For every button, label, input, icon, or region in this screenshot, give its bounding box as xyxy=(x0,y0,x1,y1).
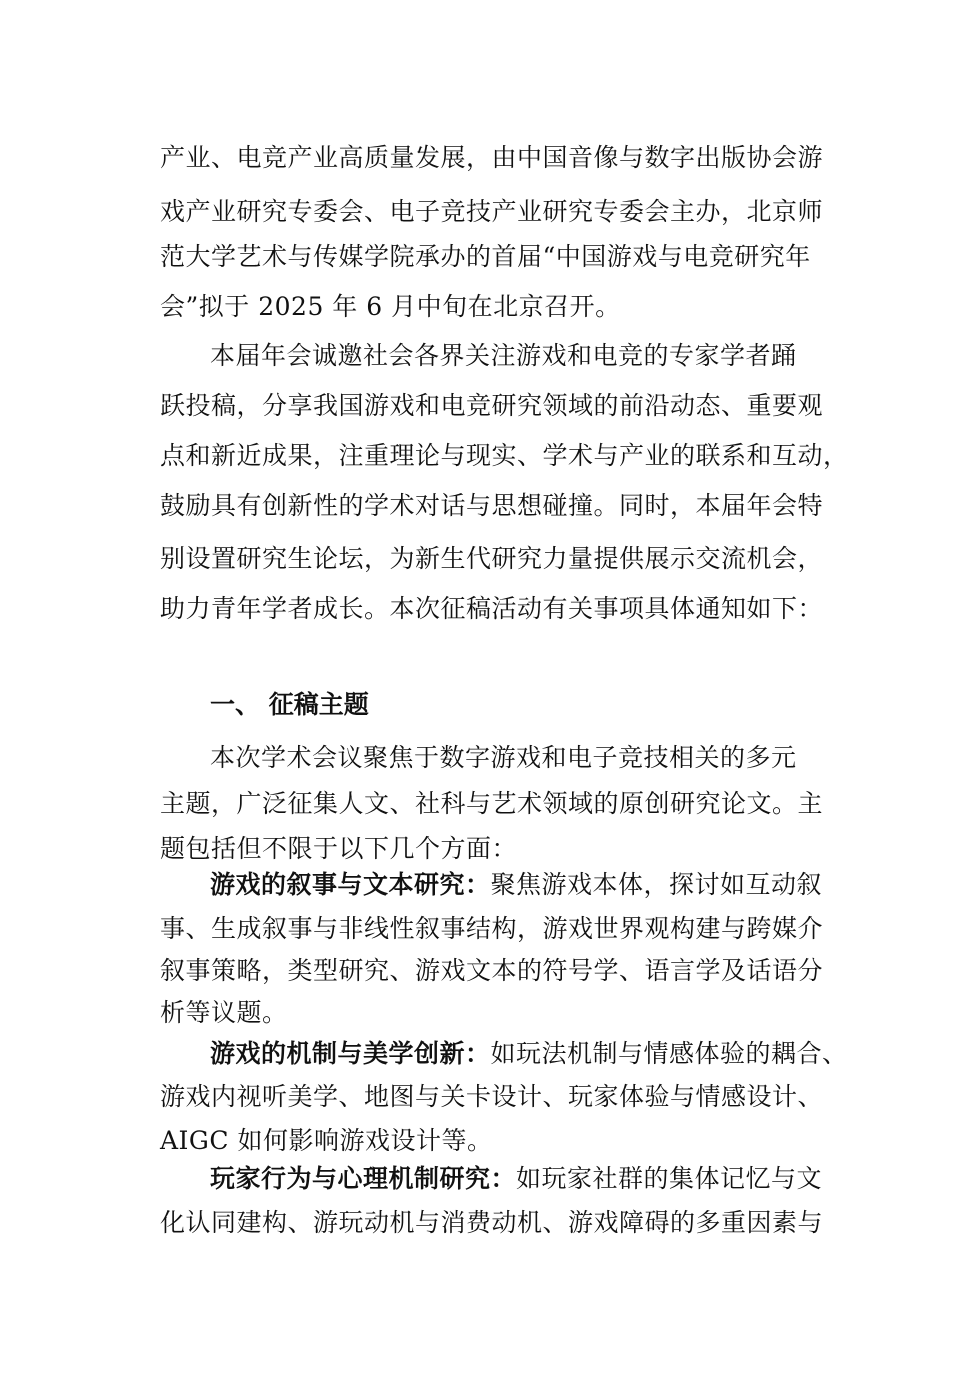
paragraph-line: 析等议题。 xyxy=(160,998,288,1027)
paragraph-line: 戏产业研究专委会、电子竞技产业研究专委会主办，北京师 xyxy=(160,197,824,226)
section-heading: 一、 征稿主题 xyxy=(210,690,369,719)
paragraph-line: 化认同建构、游玩动机与消费动机、游戏障碍的多重因素与 xyxy=(160,1208,824,1237)
paragraph-line: 产业、电竞产业高质量发展，由中国音像与数字出版协会游 xyxy=(160,143,824,172)
paragraph-line: AIGC 如何影响游戏设计等。 xyxy=(160,1126,493,1155)
paragraph-line: 本次学术会议聚焦于数字游戏和电子竞技相关的多元 xyxy=(210,743,797,772)
paragraph-line: 本届年会诚邀社会各界关注游戏和电竞的专家学者踊 xyxy=(210,341,797,370)
paragraph-line: 游戏内视听美学、地图与关卡设计、玩家体验与情感设计、 xyxy=(160,1082,824,1111)
topic-first-line xyxy=(210,1162,823,1196)
topic-text: 聚焦游戏本体，探讨如互动叙 xyxy=(490,870,823,899)
topic-title: 游戏的机制与美学创新： xyxy=(210,1039,491,1068)
topic-first-line xyxy=(210,1037,848,1071)
topic-text: 如玩法机制与情感体验的耦合、 xyxy=(490,1039,848,1068)
paragraph-line: 跃投稿，分享我国游戏和电竞研究领域的前沿动态、重要观 xyxy=(160,391,824,420)
topic-first-line xyxy=(210,868,823,902)
paragraph-line: 鼓励具有创新性的学术对话与思想碰撞。同时，本届年会特 xyxy=(160,491,824,520)
paragraph-line: 会”拟于 2025 年 6 月中旬在北京召开。 xyxy=(160,292,621,321)
topic-title: 游戏的叙事与文本研究： xyxy=(210,870,491,899)
paragraph-line: 题包括但不限于以下几个方面： xyxy=(160,834,518,863)
paragraph-line: 助力青年学者成长。本次征稿活动有关事项具体通知如下： xyxy=(160,594,824,623)
topic-title: 玩家行为与心理机制研究： xyxy=(210,1164,517,1193)
paragraph-line: 事、生成叙事与非线性叙事结构，游戏世界观构建与跨媒介 xyxy=(160,914,824,943)
paragraph-line: 叙事策略，类型研究、游戏文本的符号学、语言学及话语分 xyxy=(160,956,824,985)
paragraph-line: 主题，广泛征集人文、社科与艺术领域的原创研究论文。主 xyxy=(160,789,824,818)
paragraph-line: 别设置研究生论坛，为新生代研究力量提供展示交流机会， xyxy=(160,544,824,573)
paragraph-line: 点和新近成果，注重理论与现实、学术与产业的联系和互动， xyxy=(160,441,849,470)
topic-text: 如玩家社群的集体记忆与文 xyxy=(516,1164,823,1193)
paragraph-line: 范大学艺术与传媒学院承办的首届“中国游戏与电竞研究年 xyxy=(160,242,811,271)
